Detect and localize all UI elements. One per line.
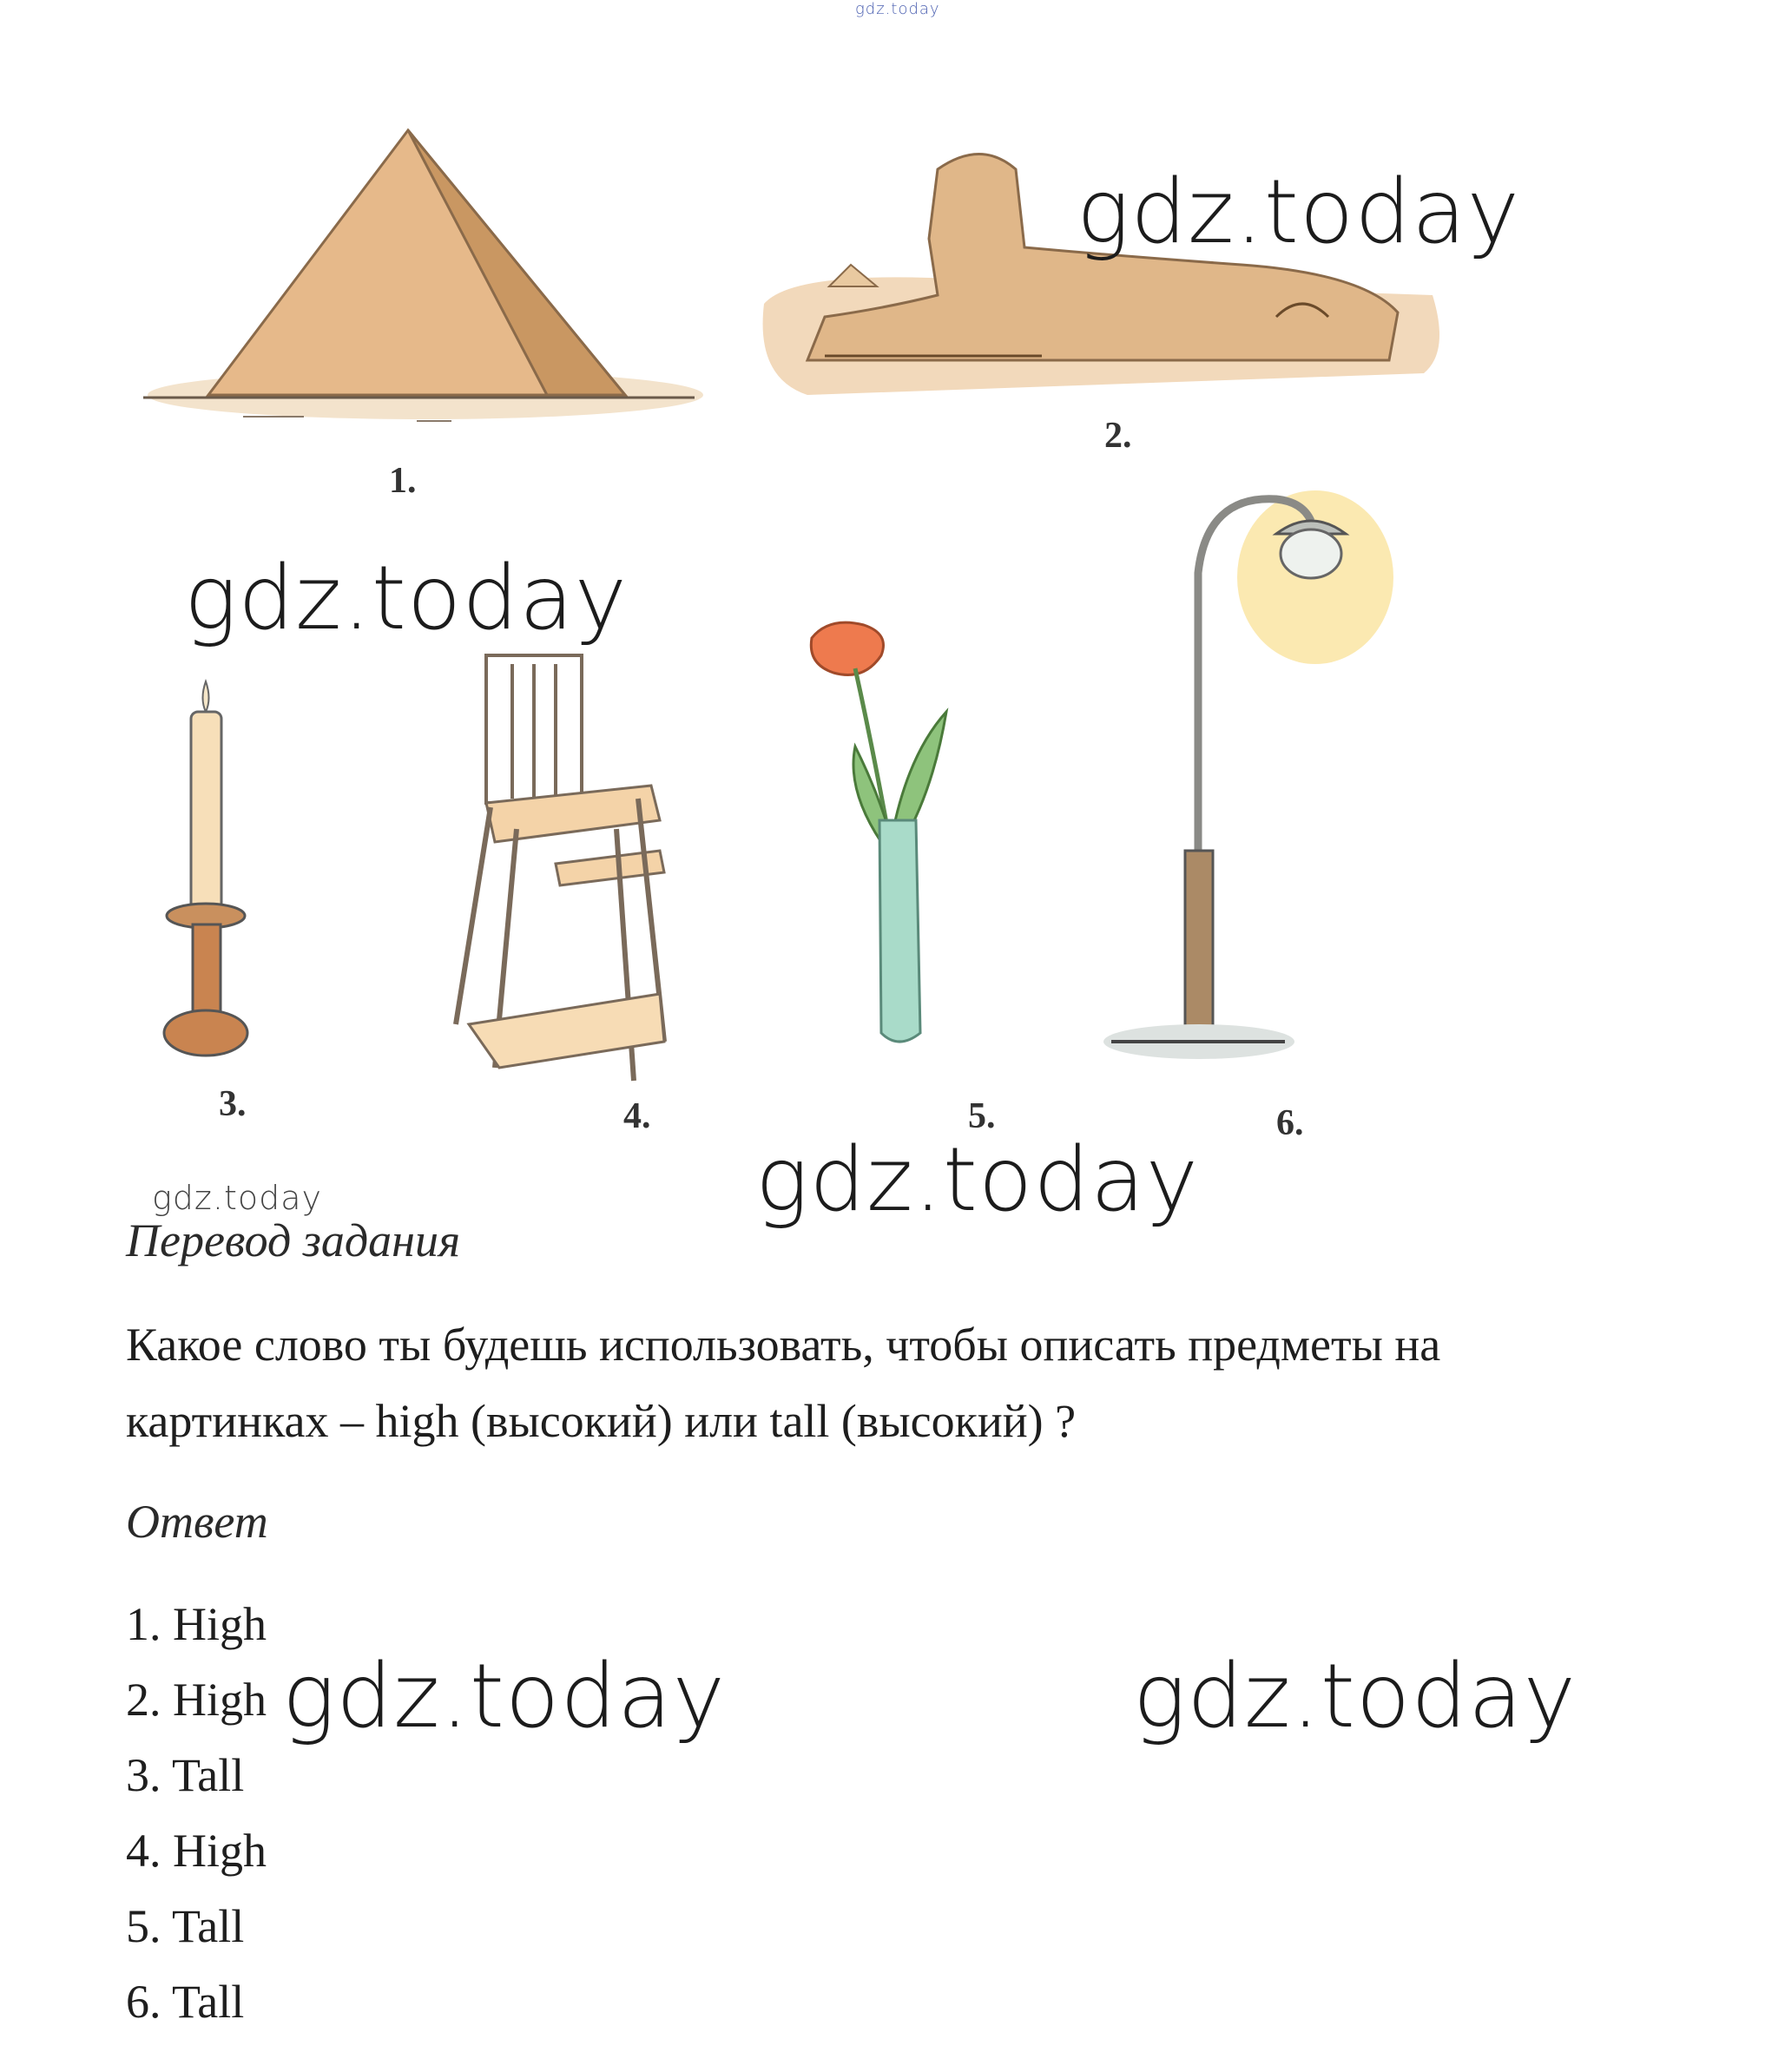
pyramid-illustration <box>139 122 712 451</box>
question-line-1: Какое слово ты будешь использовать, чтобы описать предметы на <box>126 1319 1441 1371</box>
question-line-2: картинках – high (высокий) или tall (высокий) ? <box>126 1395 1077 1447</box>
left-middle-watermark: gdz.today <box>184 547 628 650</box>
figure-number-6: 6. <box>1276 1103 1304 1143</box>
figure-number-5: 5. <box>968 1096 996 1136</box>
bottom-center-watermark: gdz.today <box>755 1128 1199 1232</box>
sphinx-watermark: gdz.today <box>1077 161 1520 264</box>
figure-number-4: 4. <box>623 1096 651 1136</box>
figure-number-1: 1. <box>389 461 417 501</box>
translation-heading: Перевод задания <box>126 1214 461 1266</box>
tulip-vase-illustration <box>794 616 1003 1085</box>
answer-item: 5. Tall <box>126 1900 245 1952</box>
answer-left-watermark: gdz.today <box>282 1645 726 1748</box>
candle-illustration <box>156 681 260 1063</box>
answer-item: 2. High <box>126 1674 267 1726</box>
answer-item: 3. Tall <box>126 1749 245 1801</box>
answer-item: 4. High <box>126 1825 267 1877</box>
highchair-illustration <box>451 642 677 1094</box>
answer-right-watermark: gdz.today <box>1133 1645 1577 1748</box>
top-watermark: gdz.today <box>855 0 940 18</box>
answer-heading: Ответ <box>126 1496 268 1548</box>
answer-item: 1. High <box>126 1598 267 1650</box>
answer-item: 6. Tall <box>126 1976 245 2028</box>
street-lamp-illustration <box>1111 486 1406 1094</box>
figure-number-3: 3. <box>219 1084 247 1124</box>
figure-number-2: 2. <box>1104 416 1132 456</box>
small-watermark: gdz.today <box>152 1179 322 1217</box>
